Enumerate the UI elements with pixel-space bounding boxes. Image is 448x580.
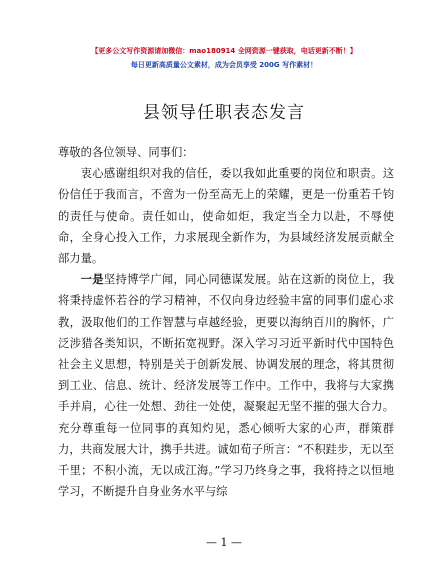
promo-banner-line-1: 【更多公文写作资源请加微信：mao180914 全网资源一键获取，电话更新不断！】 [91, 47, 357, 55]
salutation: 尊敬的各位领导、同事们： [58, 146, 194, 159]
promo-banner-line-2: 每日更新高质量公文素材，成为会员享受 200G 写作素材！ [130, 61, 318, 69]
paragraph-2 [58, 269, 394, 502]
paragraph-1: 衷心感谢组织对我的信任，委以我如此重要的岗位和职责。这份信任于我而言，不啻为一份至高无上的荣耀，更是一份重若千钧的责任与使命。责任如山，使命如炬，我定当全力以赴，不辱使命，全身心投入工作，力求展现全新作为，为县域经济发展贡献全部力量。 [58, 167, 394, 266]
page-number: — 1 — [206, 536, 242, 549]
document-title: 县领导任职表态发言 [143, 103, 305, 123]
document-body [58, 142, 394, 502]
paragraph-2-lead: 一是 [80, 273, 104, 287]
paragraph-2-text: 坚持博学广闻，同心同德谋发展。站在这新的岗位上，我将秉持虚怀若谷的学习精神，不仅向身边经验丰富的同事们虚心求教，汲取他们的工作智慧与卓越经验，更要以海纳百川的胸怀，广泛涉猎各类知识，不断拓宽视野。深入学习习近平新时代中国特色社会主义思想，特别是关于创新发展、协调发展的理念，将其贯彻到工业、信息、统计、经济发展等工作中。工作中，我将与大家携手并肩，心往一处想、劲往一处使，凝聚起无坚不摧的强大合力。充分尊重每一位同事的真知灼见，悉心倾听大家的心声，群策群力，共商发展大计，携手共进。诚如荀子所言：“不积跬步，无以至千里；不积小流，无以成江海。”学习乃终身之事，我将持之以恒地学习，不断提升自身业务水平与综 [58, 273, 394, 499]
